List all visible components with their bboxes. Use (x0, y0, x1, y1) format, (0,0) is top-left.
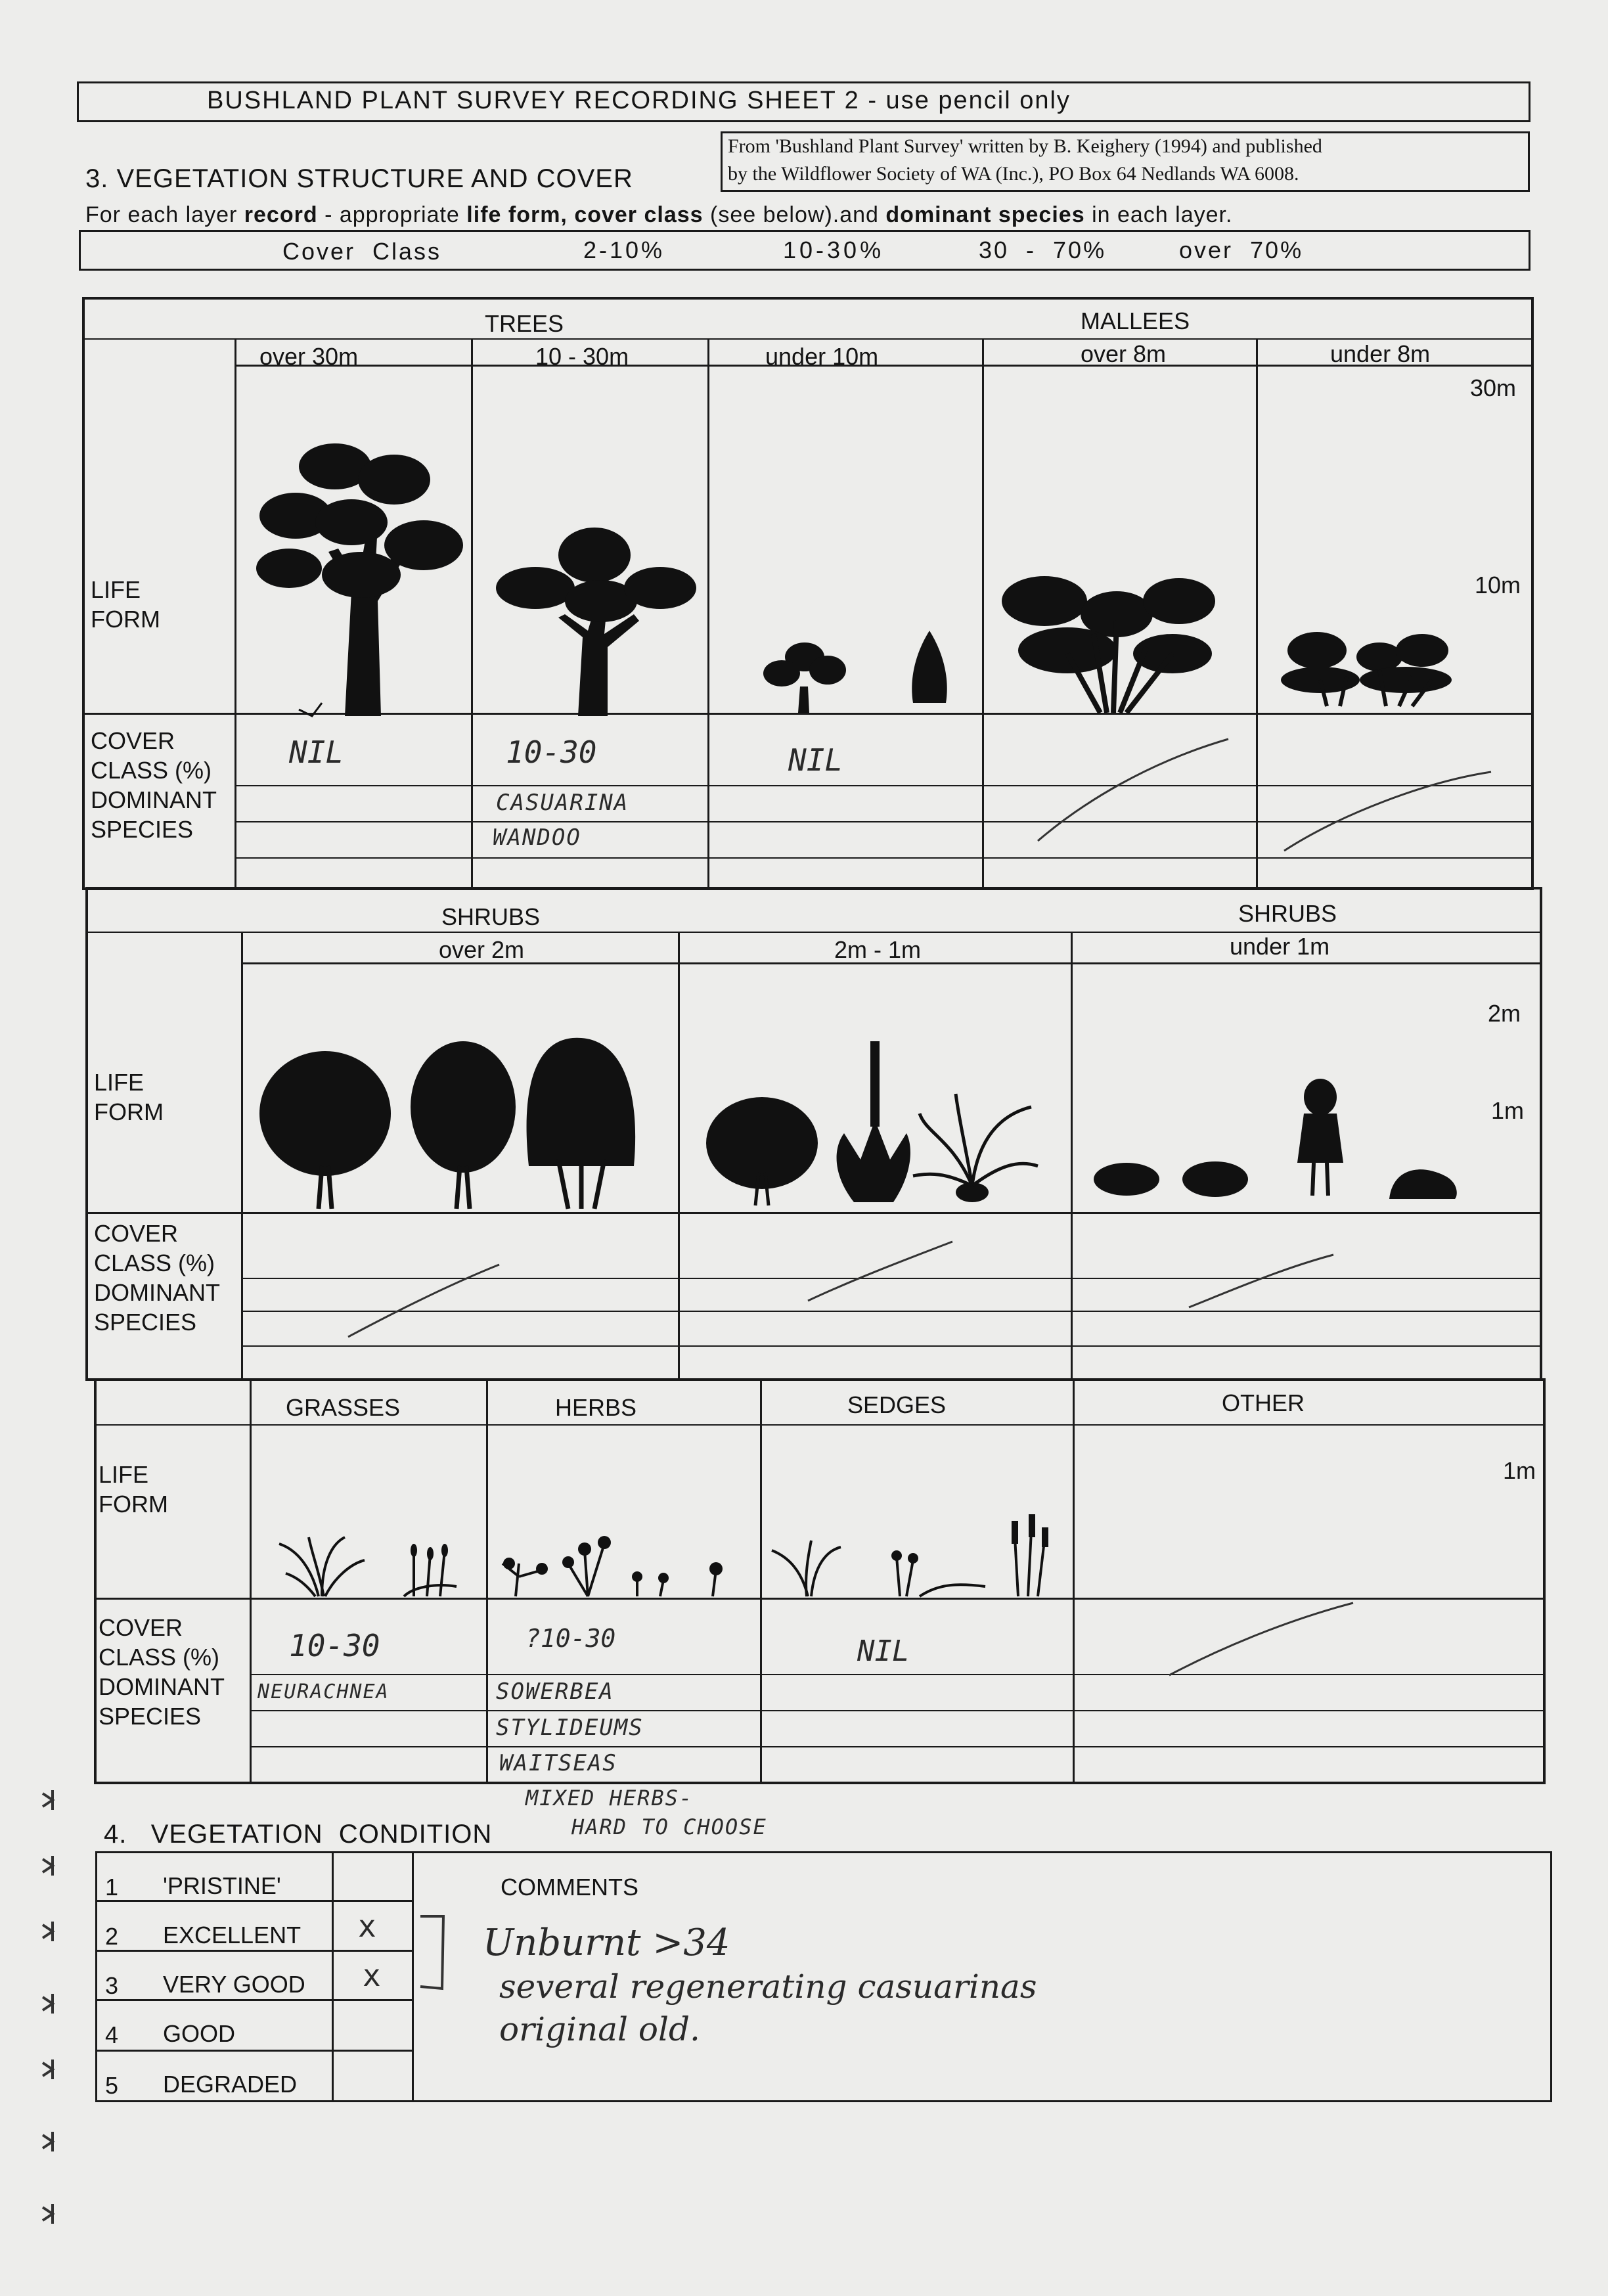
hw-comment-2: several regenerating casuarinas (499, 1968, 1037, 2006)
shrubs-header-b: SHRUBS (1238, 900, 1337, 927)
condition-1-num: 1 (105, 1874, 119, 1901)
strike-shrubs-under1m (1186, 1251, 1337, 1311)
col-2m-1m: 2m - 1m (834, 936, 922, 963)
cover-class-2: 10-30% (783, 236, 885, 263)
bracket-mark (417, 1913, 450, 1992)
condition-5-num: 5 (105, 2072, 119, 2099)
condition-4-label: GOOD (163, 2020, 236, 2047)
ground-life-label: LIFE FORM (99, 1461, 168, 1518)
hw-trees-under10-cover: NIL (788, 742, 843, 778)
scale-30m: 30m (1470, 374, 1517, 401)
source-line-1: From 'Bushland Plant Survey' written by B. Keighery (1994) and published (728, 135, 1322, 157)
scale-2m: 2m (1488, 1000, 1521, 1027)
instructions-mid-1: - appropriate (324, 202, 460, 227)
sedge-icons (769, 1511, 1064, 1596)
hw-herbs-note-2: HARD TO CHOOSE (571, 1814, 767, 1839)
cover-class-label: Cover Class (282, 238, 442, 265)
tall-shrub-icons (259, 1035, 654, 1212)
trees-cover-label: COVER CLASS (%) DOMINANT SPECIES (91, 727, 217, 843)
conifer-icon (910, 631, 949, 709)
source-line-2: by the Wildflower Society of WA (Inc.), PO Box 64 Nedlands WA 6008. (728, 163, 1299, 185)
condition-4-num: 4 (105, 2021, 119, 2048)
hw-species-casuarina: CASUARINA (496, 790, 629, 816)
tall-tree-icon (246, 427, 470, 716)
col-herbs: HERBS (555, 1394, 637, 1421)
hw-herbs-species-3: WAITSEAS (499, 1750, 617, 1776)
scale-1m-shrubs: 1m (1491, 1097, 1525, 1124)
col-sedges: SEDGES (847, 1391, 947, 1418)
strike-other (1166, 1600, 1356, 1678)
hw-mark-excellent: x (358, 1908, 376, 1944)
section-4-title: 4. VEGETATION CONDITION (104, 1820, 493, 1849)
col-under-10m: under 10m (765, 343, 879, 370)
trees-life-label: LIFE FORM (91, 576, 160, 633)
condition-5-label: DEGRADED (163, 2071, 298, 2098)
shrubs-header-a: SHRUBS (441, 903, 541, 930)
condition-3-num: 3 (105, 1972, 119, 1999)
hw-herbs-species-1: SOWERBEA (496, 1678, 614, 1705)
instructions-mid-2: (see below).and (710, 202, 879, 227)
grass-icons (273, 1524, 470, 1596)
strike-shrubs-over2m (345, 1261, 502, 1340)
hw-sedges-cover: NIL (857, 1634, 910, 1668)
instructions-post: in each layer. (1092, 202, 1233, 227)
mallees-header: MALLEES (1081, 307, 1190, 334)
strike-mallee-over8m (1031, 736, 1228, 854)
hw-trees-over30-cover: NIL (289, 734, 344, 770)
shrubs-cover-label: COVER CLASS (%) DOMINANT SPECIES (94, 1220, 220, 1336)
cover-class-4: over 70% (1179, 236, 1304, 263)
col-other: OTHER (1222, 1389, 1305, 1416)
col-over-30m: over 30m (259, 343, 359, 370)
ground-cover-label: COVER CLASS (%) DOMINANT SPECIES (99, 1614, 225, 1730)
hw-herbs-note-1: MIXED HERBS- (525, 1786, 694, 1811)
hw-herbs-species-2: STYLIDEUMS (496, 1715, 644, 1741)
hw-trees-10-30-cover: 10-30 (506, 734, 597, 770)
cover-class-1: 2-10% (583, 236, 665, 263)
hw-mark-very-good: x (363, 1958, 381, 1993)
hw-species-wandoo: WANDOO (493, 824, 581, 851)
cover-class-3: 30 - 70% (979, 236, 1107, 263)
strike-shrubs-2m-1m (805, 1238, 956, 1304)
scale-1m-ground: 1m (1503, 1457, 1536, 1484)
condition-3-label: VERY GOOD (163, 1971, 305, 1998)
col-over-8m: over 8m (1081, 340, 1167, 367)
sheet-title: BUSHLAND PLANT SURVEY RECORDING SHEET 2 - use pencil only (207, 87, 1071, 114)
instructions-record: record (244, 202, 318, 227)
small-tree-icon (762, 641, 847, 713)
herb-icons (496, 1524, 739, 1596)
shrubs-life-label: LIFE FORM (94, 1069, 164, 1125)
condition-2-num: 2 (105, 1923, 119, 1950)
condition-1-label: 'PRISTINE' (163, 1872, 281, 1899)
condition-2-label: EXCELLENT (163, 1922, 302, 1948)
hw-herbs-cover: ?10-30 (525, 1624, 616, 1653)
medium-tree-icon (496, 526, 706, 716)
low-shrub-icons (1090, 1077, 1458, 1196)
binder-marks (36, 1787, 62, 2247)
section-3-title: 3. VEGETATION STRUCTURE AND COVER (85, 164, 633, 193)
col-10-30m: 10 - 30m (535, 343, 629, 370)
comments-label: COMMENTS (501, 1874, 638, 1901)
instructions-life-form: life form, cover class (466, 202, 704, 227)
strike-mallee-under8m (1281, 769, 1498, 854)
hw-comment-3: original old. (499, 2010, 700, 2048)
instructions-dominant: dominant species (885, 202, 1085, 227)
hw-comment-1: Unburnt >34 (483, 1922, 730, 1964)
instructions-pre: For each layer (85, 202, 238, 227)
scale-10m: 10m (1475, 572, 1521, 598)
trees-header: TREES (485, 310, 564, 337)
col-under-8m: under 8m (1330, 340, 1431, 367)
small-mallee-icon (1281, 631, 1465, 706)
instructions (85, 202, 1232, 228)
medium-shrub-icons (703, 1041, 1044, 1212)
tall-mallee-icon (1002, 575, 1225, 713)
col-over-2m: over 2m (439, 936, 525, 963)
col-grasses: GRASSES (286, 1394, 401, 1421)
hw-grass-cover: 10-30 (289, 1628, 380, 1663)
col-under-1m: under 1m (1230, 933, 1330, 960)
hw-grass-species: NEURACHNEA (257, 1680, 390, 1703)
